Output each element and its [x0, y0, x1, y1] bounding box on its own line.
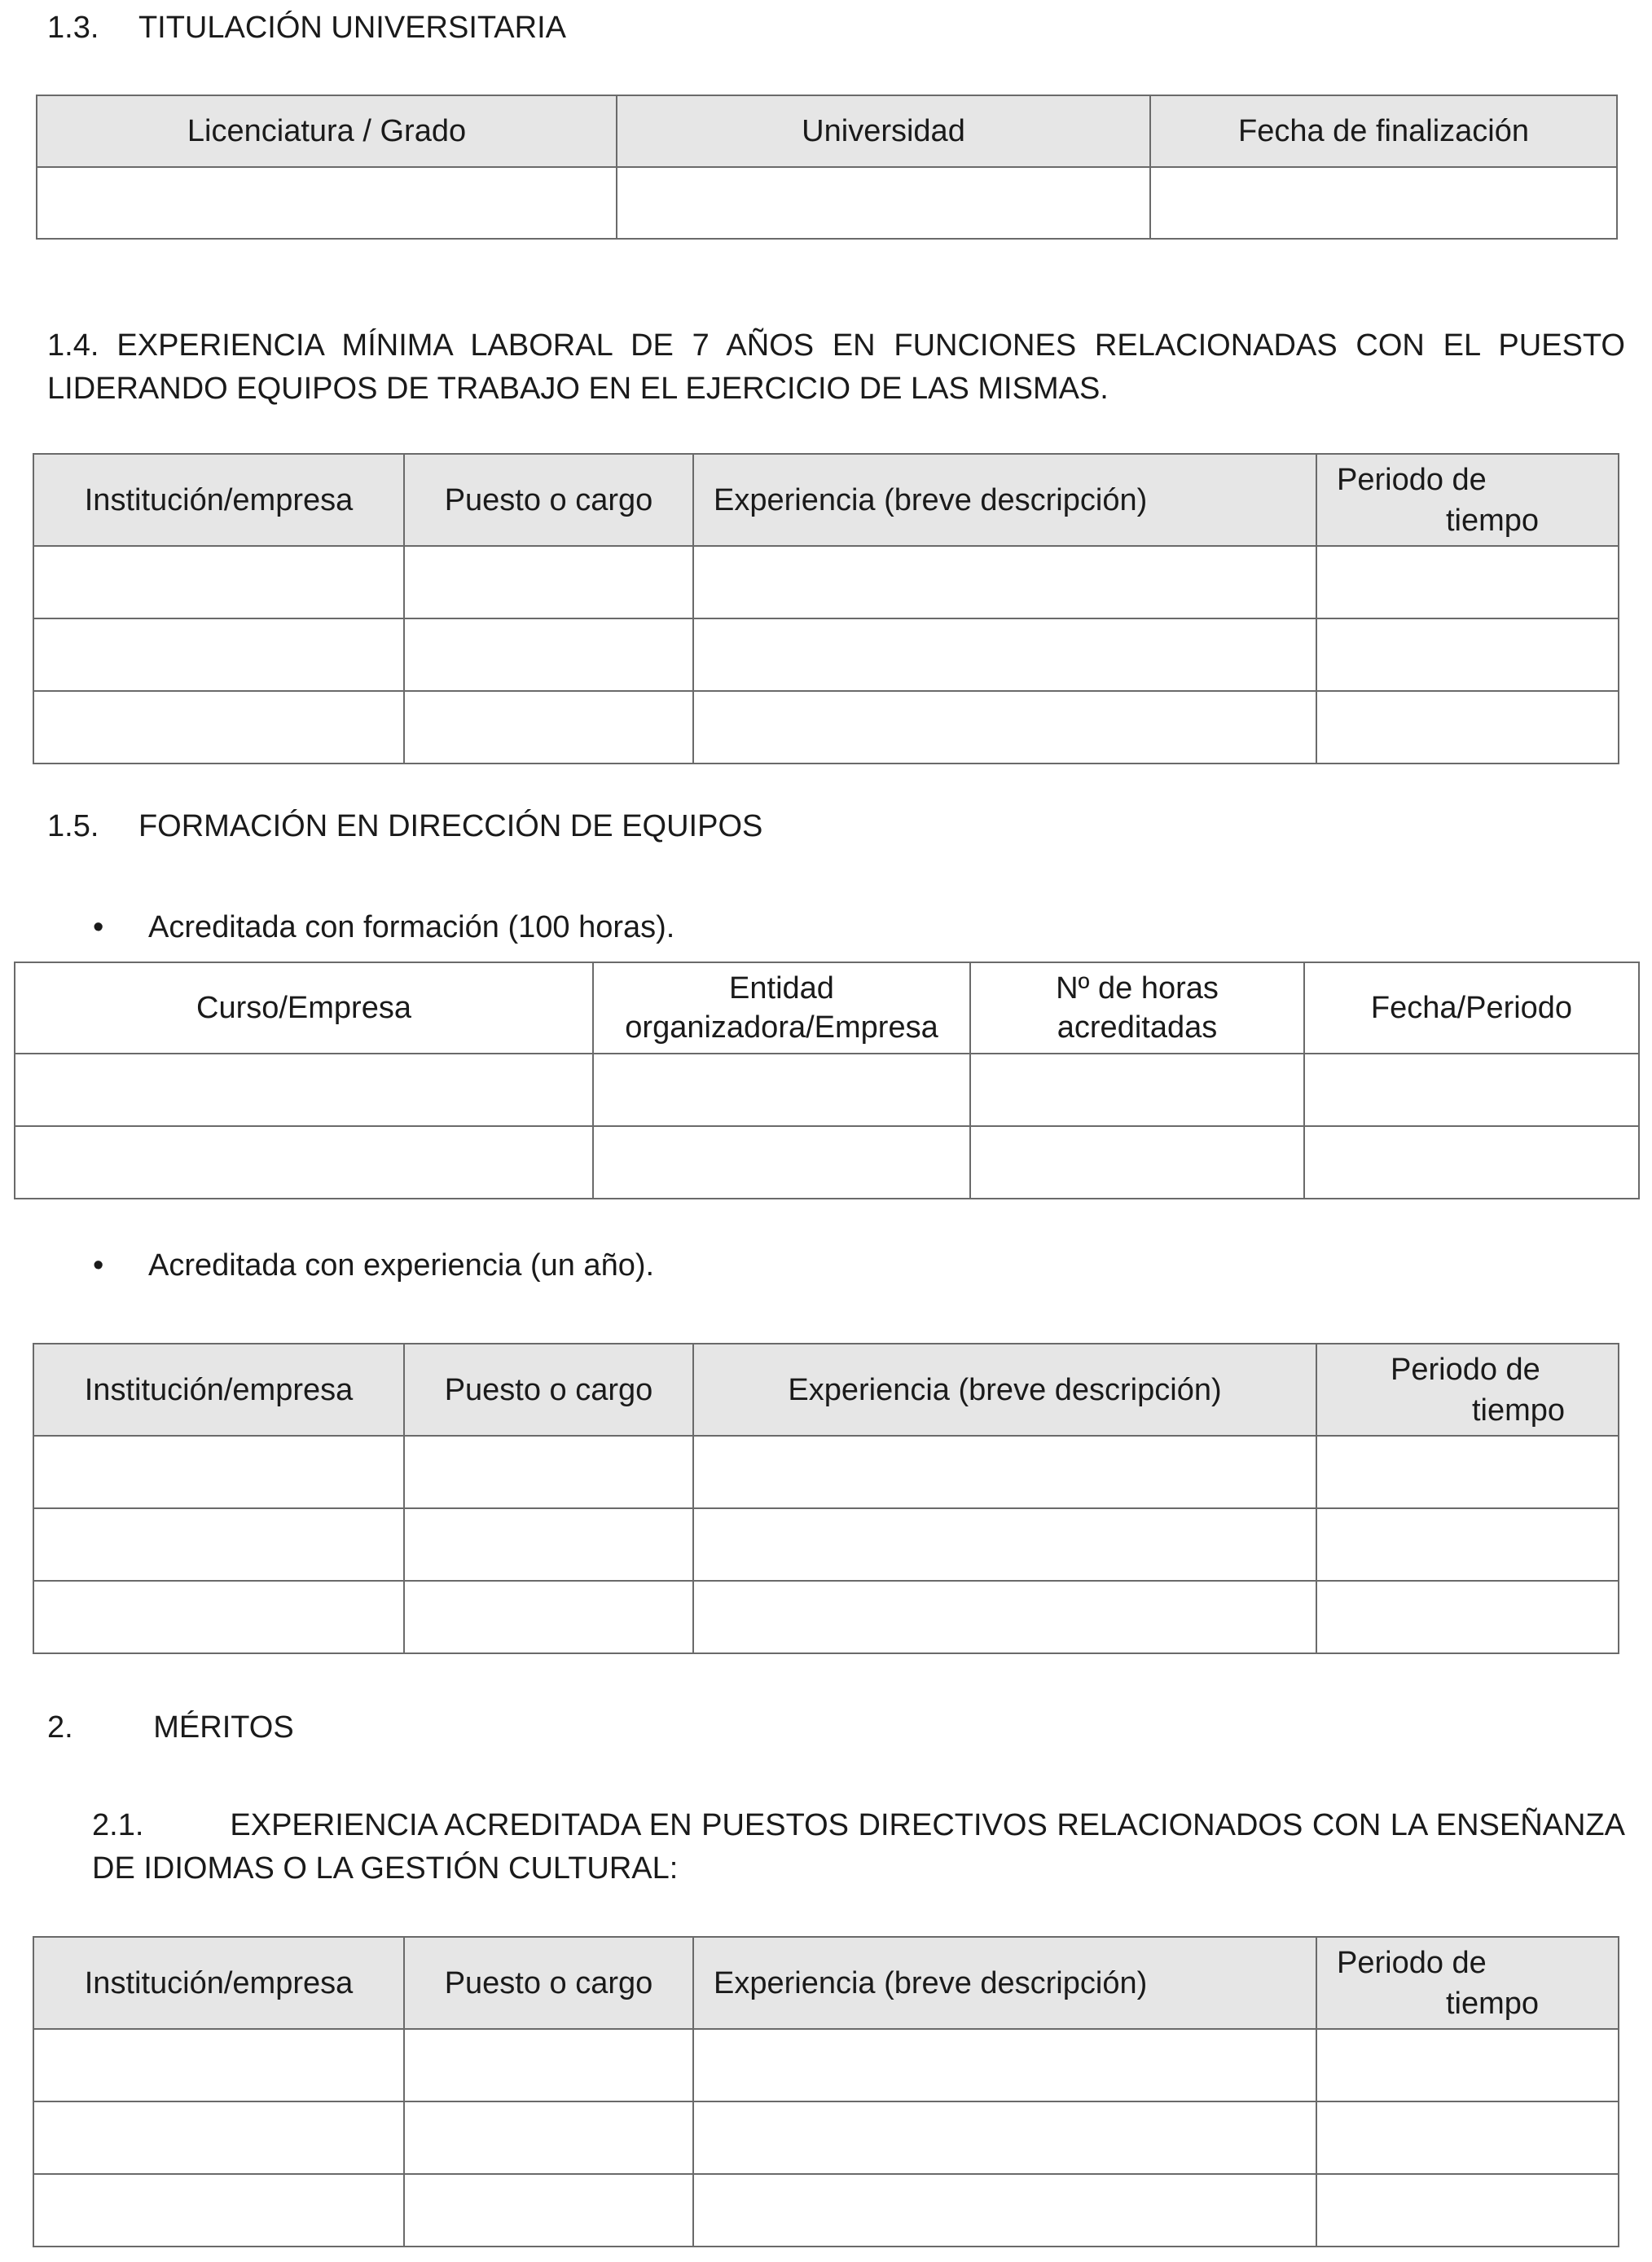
col-header-institution: Institución/empresa [33, 1344, 404, 1436]
period-cell[interactable] [1316, 1508, 1619, 1581]
section-number: 1.4. [47, 328, 99, 363]
period-cell[interactable] [1316, 618, 1619, 691]
experience-cell[interactable] [693, 1436, 1316, 1508]
hours-cell[interactable] [970, 1126, 1304, 1199]
period-label-line1: Periodo de [1337, 1945, 1487, 1980]
period-cell[interactable] [1316, 2029, 1619, 2101]
period-cell[interactable] [1316, 1581, 1619, 1653]
experience-cell[interactable] [693, 618, 1316, 691]
col-header-period [1316, 454, 1619, 546]
period-cell[interactable] [1316, 2174, 1619, 2247]
col-header-end-date: Fecha de finalización [1150, 95, 1617, 167]
col-header-institution: Institución/empresa [33, 454, 404, 546]
col-header-period [1316, 1937, 1619, 2029]
university-cell[interactable] [617, 167, 1150, 239]
period-cell[interactable] [1316, 691, 1619, 764]
institution-cell[interactable] [33, 618, 404, 691]
col-header-experience: Experiencia (breve descripción) [693, 454, 1316, 546]
organizer-cell[interactable] [593, 1126, 970, 1199]
section-number: 2. [47, 1710, 73, 1745]
experience-table-2-1 [33, 1936, 1619, 2247]
table-row [33, 2101, 1619, 2174]
position-cell[interactable] [404, 2174, 693, 2247]
section-2-1-heading [92, 1804, 1625, 1890]
experience-cell[interactable] [693, 1508, 1316, 1581]
period-cell[interactable] [1316, 2101, 1619, 2174]
experience-table-1-5 [33, 1343, 1619, 1654]
bullet-experience [93, 1244, 655, 1287]
bullet-icon: • [93, 1248, 104, 1283]
position-cell[interactable] [404, 546, 693, 618]
section-1-3-heading [47, 7, 566, 49]
table-row [33, 2174, 1619, 2247]
bullet-icon: • [93, 910, 104, 944]
table-row [33, 691, 1619, 764]
section-text: EXPERIENCIA MÍNIMA LABORAL DE 7 AÑOS EN FUNCIONES RELACIONADAS CON EL PUESTO LIDERANDO EQUIPOS DE TRABAJO EN EL EJERCICIO DE LAS MISMAS. [47, 328, 1625, 406]
col-header-position: Puesto o cargo [404, 454, 693, 546]
col-header-date: Fecha/Periodo [1304, 962, 1639, 1054]
bullet-training [93, 906, 675, 948]
col-header-position: Puesto o cargo [404, 1344, 693, 1436]
table-row [33, 2029, 1619, 2101]
position-cell[interactable] [404, 691, 693, 764]
section-text: EXPERIENCIA ACREDITADA EN PUESTOS DIRECTIVOS RELACIONADOS CON LA ENSEÑANZA DE IDIOMAS O LA GESTIÓN CULTURAL: [92, 1808, 1625, 1886]
experience-table-1-4 [33, 453, 1619, 764]
position-cell[interactable] [404, 1508, 693, 1581]
course-cell[interactable] [15, 1126, 593, 1199]
table-row [37, 167, 1617, 239]
institution-cell[interactable] [33, 2029, 404, 2101]
col-header-course: Curso/Empresa [15, 962, 593, 1054]
section-number: 1.5. [47, 809, 99, 843]
position-cell[interactable] [404, 2101, 693, 2174]
section-title: FORMACIÓN EN DIRECCIÓN DE EQUIPOS [138, 809, 763, 843]
institution-cell[interactable] [33, 691, 404, 764]
bullet-text: Acreditada con experiencia (un año). [148, 1248, 655, 1283]
institution-cell[interactable] [33, 546, 404, 618]
date-cell[interactable] [1304, 1054, 1639, 1126]
col-header-position: Puesto o cargo [404, 1937, 693, 2029]
degree-cell[interactable] [37, 167, 617, 239]
degree-table [36, 95, 1618, 240]
col-header-degree: Licenciatura / Grado [37, 95, 617, 167]
training-table [14, 962, 1640, 1199]
col-header-period [1316, 1344, 1619, 1436]
section-number: 1.3. [47, 11, 99, 45]
col-header-organizer [593, 962, 970, 1054]
date-cell[interactable] [1304, 1126, 1639, 1199]
position-cell[interactable] [404, 618, 693, 691]
institution-cell[interactable] [33, 2101, 404, 2174]
col-header-experience: Experiencia (breve descripción) [693, 1344, 1316, 1436]
experience-cell[interactable] [693, 2101, 1316, 2174]
section-title: MÉRITOS [153, 1710, 294, 1745]
institution-cell[interactable] [33, 1508, 404, 1581]
table-row [15, 1126, 1639, 1199]
experience-cell[interactable] [693, 691, 1316, 764]
hours-label-line2: acreditadas [1057, 1010, 1218, 1045]
experience-cell[interactable] [693, 2174, 1316, 2247]
hours-cell[interactable] [970, 1054, 1304, 1126]
period-cell[interactable] [1316, 1436, 1619, 1508]
position-cell[interactable] [404, 1581, 693, 1653]
table-row [33, 618, 1619, 691]
hours-label-line1: Nº de horas [1056, 971, 1219, 1006]
organizer-cell[interactable] [593, 1054, 970, 1126]
experience-cell[interactable] [693, 546, 1316, 618]
position-cell[interactable] [404, 1436, 693, 1508]
period-cell[interactable] [1316, 546, 1619, 618]
section-1-5-heading [47, 805, 762, 847]
bullet-text: Acreditada con formación (100 horas). [148, 910, 675, 944]
col-header-institution: Institución/empresa [33, 1937, 404, 2029]
end-date-cell[interactable] [1150, 167, 1617, 239]
institution-cell[interactable] [33, 2174, 404, 2247]
experience-cell[interactable] [693, 1581, 1316, 1653]
position-cell[interactable] [404, 2029, 693, 2101]
col-header-hours [970, 962, 1304, 1054]
section-title: TITULACIÓN UNIVERSITARIA [138, 11, 566, 45]
institution-cell[interactable] [33, 1436, 404, 1508]
table-row [33, 546, 1619, 618]
period-label-line2: tiempo [1446, 1986, 1540, 2021]
section-1-4-heading [47, 324, 1625, 411]
col-header-experience: Experiencia (breve descripción) [693, 1937, 1316, 2029]
table-row [15, 1054, 1639, 1126]
table-row [33, 1436, 1619, 1508]
organizer-label-line1: Entidad [729, 971, 834, 1006]
period-label-line2: tiempo [1472, 1393, 1566, 1428]
section-number: 2.1. [92, 1808, 144, 1842]
table-row [33, 1508, 1619, 1581]
col-header-university: Universidad [617, 95, 1150, 167]
experience-cell[interactable] [693, 2029, 1316, 2101]
period-label-line1: Periodo de [1391, 1352, 1540, 1387]
organizer-label-line2: organizadora/Empresa [625, 1010, 938, 1045]
period-label-line1: Periodo de [1337, 462, 1487, 497]
period-label-line2: tiempo [1446, 503, 1540, 538]
institution-cell[interactable] [33, 1581, 404, 1653]
table-row [33, 1581, 1619, 1653]
section-2-heading [47, 1706, 294, 1749]
course-cell[interactable] [15, 1054, 593, 1126]
